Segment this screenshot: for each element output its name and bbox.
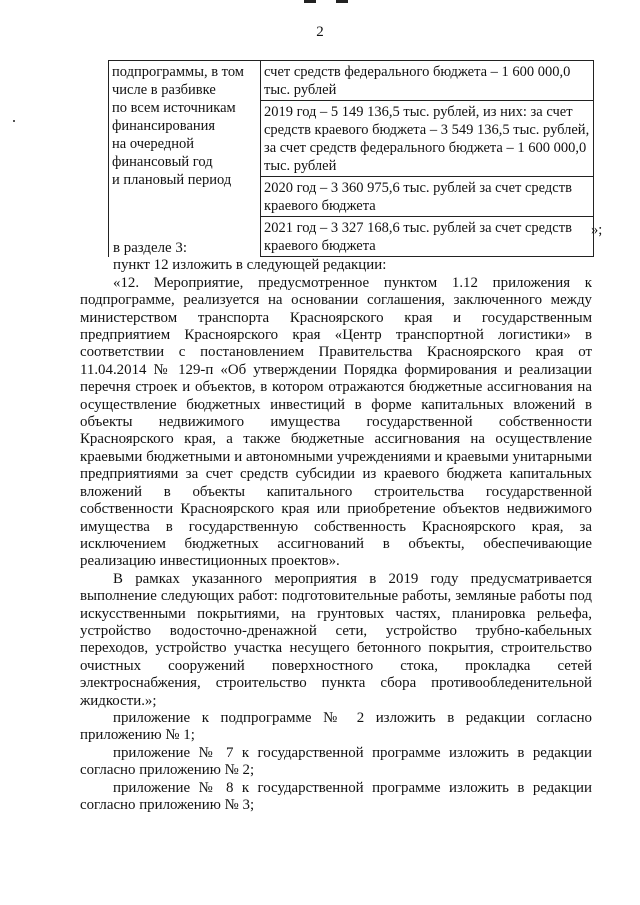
- scan-artifact-right: [336, 0, 348, 3]
- table-cell: 2020 год – 3 360 975,6 тыс. рублей за счет средств краевого бюджета: [261, 177, 594, 217]
- paragraph: приложение № 7 к государственной программе изложить в редакции согласно приложению № 2;: [80, 744, 592, 779]
- label-line: подпрограммы, в том: [112, 64, 244, 80]
- table-cell: 2021 год – 3 327 168,6 тыс. рублей за счет средств краевого бюджета: [261, 217, 594, 257]
- table-cell: счет средств федерального бюджета – 1 600 000,0 тыс. рублей: [261, 61, 594, 101]
- page-number: 2: [316, 24, 324, 40]
- paragraph: «12. Мероприятие, предусмотренное пунктом 1.12 приложения к подпрограмме, реализуется на основании соглашения, заключенного между министерством транспорта Красноярского края и государственным предприятием Красноярского края «Центр транспортной логистики» в соответствии с постановлением Правительства Красноярского края от 11.04.2014 № 129-п «Об утверждении Порядка формирования и реализации перечня строек и объектов, в котором отражаются бюджетные ассигнования на осуществление бюджетных инвестиций в форме капитальных вложений в объекты недвижимого имущества государственной собственности Красноярского края, а также бюджетные ассигнования на осуществление краевыми бюджетными и автономными учреждениями и краевыми унитарными предприятиями за счет средств субсидии из краевого бюджета капитальных вложений в объекты капитального строительства государственной собственности Красноярского края или приобретение объектов недвижимого имущества в государственную собственность Красноярского края, за исключением бюджетных ассигнований в объекты, обеспечивающие реализацию инвестиционных проектов».: [80, 274, 592, 570]
- paragraph: приложение № 8 к государственной программе изложить в редакции согласно приложению № 3;: [80, 779, 592, 813]
- paragraph: пункт 12 изложить в следующей редакции:: [113, 257, 387, 274]
- paragraph: приложение к подпрограмме № 2 изложить в редакции согласно приложению № 1;: [80, 709, 592, 744]
- paragraph: В рамках указанного мероприятия в 2019 году предусматривается выполнение следующих работ: подготовительные работы, земляные работы под искусственными покрытиями, на грунтовых частях, планировка рельефа, устройство водосточно-дренажной сети, устройство трубно-кабельных переходов, устройство участка несущего бетонного покрытия, строительство очистных сооружений поверхностного стока, прокладка сетей электроснабжения, строительство пункта сбора противообледенительной жидкости.»;: [80, 570, 592, 709]
- label-line: финансовый год: [112, 154, 213, 170]
- label-line: финансирования: [112, 118, 216, 134]
- label-cell: [109, 61, 261, 257]
- label-line: по всем источникам: [112, 100, 236, 116]
- table-row: [109, 61, 594, 101]
- table-cell: 2019 год – 5 149 136,5 тыс. рублей, из них: за счет средств краевого бюджета – 3 549 136,5 тыс. рублей, за счет средств федерального бюджета – 1 600 000,0 тыс. рублей: [261, 101, 594, 177]
- label-line: числе в разбивке: [112, 82, 216, 98]
- document-body: [80, 240, 592, 814]
- table-closing-mark: »;: [591, 222, 603, 238]
- label-line: на очередной: [112, 136, 195, 152]
- paragraph: в разделе 3:: [113, 240, 187, 256]
- scan-dot: [13, 120, 15, 122]
- label-line: и плановый период: [112, 172, 232, 188]
- scan-artifact-left: [304, 0, 316, 3]
- budget-table: [108, 60, 594, 257]
